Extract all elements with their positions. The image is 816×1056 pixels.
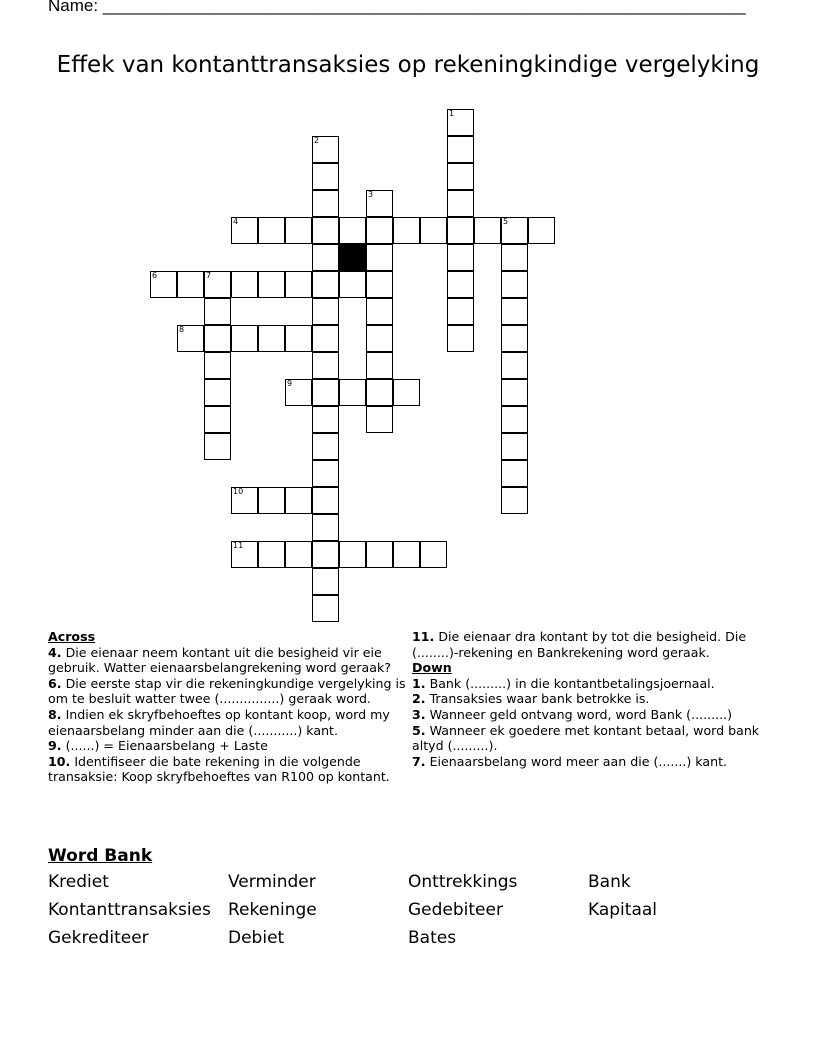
across-heading: Across [48,629,96,644]
crossword-cell[interactable] [312,163,339,190]
clue-number: 11 [233,541,244,550]
clue-number: 8 [179,325,185,334]
crossword-cell[interactable] [366,406,393,433]
crossword-cell[interactable] [366,271,393,298]
crossword-cell[interactable] [204,298,231,325]
crossword-cell[interactable] [366,541,393,568]
word-bank-item: Krediet [48,872,109,892]
crossword-cell[interactable] [501,271,528,298]
clue-number: 7 [206,271,212,280]
clue-down-3: 3. Wanneer geld ontvang word, word Bank (.........) [412,706,733,722]
clues-column-right [412,629,772,769]
crossword-cell[interactable] [528,217,555,244]
crossword-cell[interactable] [447,190,474,217]
crossword-cell[interactable] [339,217,366,244]
crossword-cell[interactable] [312,217,339,244]
crossword-cell[interactable] [231,325,258,352]
crossword-cell[interactable] [366,217,393,244]
crossword-cell[interactable] [393,217,420,244]
clue-number: 4 [233,217,239,226]
crossword-cell[interactable] [366,379,393,406]
clue-down-1: 1. Bank (.........) in die kontantbetalingsjoernaal. [412,675,715,691]
crossword-cell[interactable] [420,541,447,568]
word-bank-item: Kontanttransaksies [48,900,211,920]
word-bank-title: Word Bank [48,846,153,866]
crossword-cell[interactable] [312,433,339,460]
crossword-cell[interactable] [366,352,393,379]
crossword-cell[interactable] [339,541,366,568]
crossword-cell[interactable] [204,406,231,433]
clue-number: 6 [152,271,158,280]
crossword-cell[interactable] [366,325,393,352]
clue-across-9: 9. (......) = Eienaarsbelang + Laste [48,738,268,754]
crossword-cell[interactable] [312,325,339,352]
word-bank-item: Kapitaal [588,900,658,920]
word-bank-item: Gedebiteer [408,900,503,920]
word-bank-item: Verminder [228,872,316,892]
crossword-cell[interactable] [366,244,393,271]
crossword-cell[interactable] [204,433,231,460]
crossword-cell[interactable] [501,379,528,406]
crossword-cell[interactable] [447,325,474,352]
crossword-cell[interactable] [258,487,285,514]
crossword-cell[interactable] [258,325,285,352]
crossword-cell[interactable] [258,217,285,244]
crossword-cell[interactable] [447,136,474,163]
clue-down-5: 5. Wanneer ek goedere met kontant betaal, word bank altyd (.........). [412,722,760,754]
crossword-cell[interactable] [204,352,231,379]
crossword-cell[interactable] [177,271,204,298]
word-bank-item: Gekrediteer [48,928,149,948]
crossword-cell[interactable] [312,514,339,541]
clues-column-left [48,629,408,785]
crossword-cell[interactable] [474,217,501,244]
clue-across-4: 4. Die eienaar neem kontant uit die besigheid vir eie gebruik. Watter eienaarsbelangrekening word geraak? [48,644,391,676]
crossword-cell[interactable] [393,379,420,406]
down-heading: Down [412,660,452,676]
crossword-cell[interactable] [366,298,393,325]
clue-across-10: 10. Identifiseer die bate rekening in die volgende transaksie: Koop skryfbehoeftes van R100 op kontant. [48,753,390,785]
clue-number: 9 [287,379,293,388]
crossword-cell[interactable] [420,217,447,244]
crossword-cell[interactable] [312,190,339,217]
crossword-cell[interactable] [312,352,339,379]
page-title: Effek van kontanttransaksies op rekeningkindige vergelyking [56,52,760,78]
crossword-cell[interactable] [312,460,339,487]
crossword-cell[interactable] [501,487,528,514]
clue-across-8: 8. Indien ek skryfbehoeftes op kontant koop, word my eienaarsbelang minder aan die (...........) kant. [48,706,390,738]
clue-number: 2 [314,136,320,145]
crossword-cell[interactable] [204,379,231,406]
crossword-cell[interactable] [258,541,285,568]
crossword-cell[interactable] [501,325,528,352]
crossword-cell[interactable] [285,487,312,514]
word-bank-item: Debiet [228,928,285,948]
crossword-cell[interactable] [312,487,339,514]
clue-number: 1 [449,109,455,118]
blocked-cell [339,244,366,271]
crossword-cell[interactable] [312,244,339,271]
name-field: Name: ____________________________________________________________________ [48,0,746,15]
clue-number: 3 [368,190,374,199]
clue-down-2: 2. Transaksies waar bank betrokke is. [412,691,650,707]
crossword-cell[interactable] [447,271,474,298]
crossword-cell[interactable] [393,541,420,568]
crossword-cell[interactable] [204,325,231,352]
crossword-cell[interactable] [501,433,528,460]
crossword-cell[interactable] [231,271,258,298]
crossword-cell[interactable] [312,406,339,433]
word-bank-item: Rekeninge [228,900,317,920]
crossword-cell[interactable] [447,163,474,190]
crossword-cell[interactable] [312,568,339,595]
clue-down-7: 7. Eienaarsbelang word meer aan die (.......) kant. [412,753,728,769]
clue-number: 5 [503,217,509,226]
clue-across-11: 11. Die eienaar dra kontant by tot die besigheid. Die (........)-rekening en Bankrekening word geraak. [412,629,747,660]
crossword-cell[interactable] [285,217,312,244]
clue-number: 10 [233,487,244,496]
crossword-cell[interactable] [312,379,339,406]
word-bank-item: Onttrekkings [408,872,518,892]
crossword-cell[interactable] [447,298,474,325]
crossword-cell[interactable] [312,595,339,622]
crossword-cell[interactable] [258,271,285,298]
crossword-cell[interactable] [447,244,474,271]
crossword-cell[interactable] [501,352,528,379]
crossword-cell[interactable] [285,541,312,568]
crossword-cell[interactable] [312,541,339,568]
crossword-cell[interactable] [501,298,528,325]
crossword-cell[interactable] [339,379,366,406]
crossword-cell[interactable] [501,244,528,271]
crossword-cell[interactable] [447,217,474,244]
crossword-cell[interactable] [312,298,339,325]
crossword-cell[interactable] [339,271,366,298]
word-bank-item: Bank [588,872,631,892]
clue-across-6: 6. Die eerste stap vir die rekeningkundige vergelyking is om te besluit watter twee (...............) geraak word. [48,675,406,707]
crossword-cell[interactable] [501,460,528,487]
crossword-cell[interactable] [285,271,312,298]
crossword-cell[interactable] [312,271,339,298]
word-bank-item: Bates [408,928,457,948]
crossword-cell[interactable] [501,406,528,433]
crossword-cell[interactable] [285,325,312,352]
